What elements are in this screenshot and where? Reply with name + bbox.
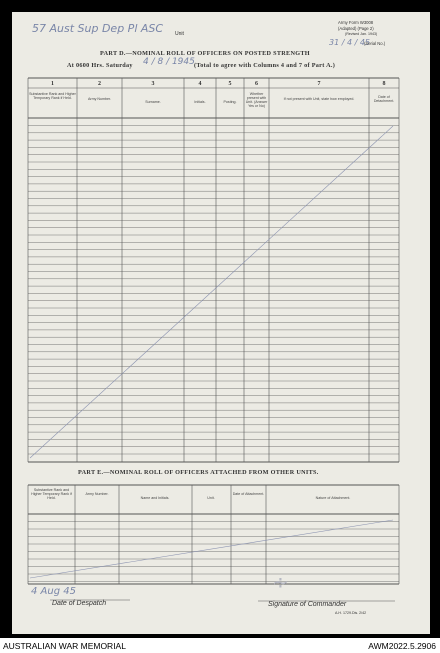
d-header-rank: Substantive Rank and Higher Temporary Rank if Held.	[29, 92, 76, 100]
col-number-2: 2	[98, 81, 101, 87]
signature-scrawl: ∻	[272, 570, 289, 594]
part-e-title: PART E.—NOMINAL ROLL OF OFFICERS ATTACHED FROM OTHER UNITS.	[78, 469, 319, 476]
d-header-posting: Posting.	[223, 100, 237, 104]
e-header-name: Name and Initials.	[140, 496, 170, 500]
unit-label: Unit	[175, 31, 184, 37]
d-header-detachment: Date of Detachment.	[373, 95, 395, 103]
part-d-title: PART D.—NOMINAL ROLL OF OFFICERS ON POSTED STRENGTH	[100, 50, 310, 57]
col-number-4: 4	[198, 81, 202, 87]
serial-handwritten: 31 / 4 / 45	[329, 38, 371, 47]
form-line-2: (Adapted) (Page 2)	[338, 26, 374, 31]
col-number-3: 3	[151, 81, 155, 87]
d-header-initials: Initials.	[194, 100, 206, 104]
form-line-1: Army Form W3008	[338, 20, 374, 25]
print-code: A.H. 1729.Dis. 2/42	[335, 611, 367, 615]
credit-right: AWM2022.5.2906	[368, 641, 436, 651]
cancel-strike-part-d	[30, 126, 393, 458]
col-number-5: 5	[228, 81, 232, 87]
part-d-date-suffix: (Total to agree with Columns 4 and 7 of Part A.)	[194, 62, 336, 69]
col-number-8: 8	[382, 81, 386, 87]
d-header-army-number: Army Number.	[88, 97, 111, 101]
e-header-army-number: Army Number.	[85, 492, 109, 496]
credit-left: AUSTRALIAN WAR MEMORIAL	[3, 641, 126, 651]
e-header-nature: Nature of Attachment.	[315, 496, 351, 500]
despatch-label: Date of Despatch	[52, 600, 107, 607]
col-number-7: 7	[317, 81, 321, 87]
cancel-strike-part-e	[30, 520, 393, 578]
d-header-employed: If not present with Unit, state how employed.	[283, 97, 355, 101]
col-number-6: 6	[255, 81, 258, 87]
archive-credit-bar	[0, 638, 440, 653]
part-d-date-handwritten: 4 / 8 / 1945	[143, 57, 195, 67]
part-d-date-prefix: At 0600 Hrs. Saturday	[67, 62, 133, 69]
e-header-rank: Substantive Rank and Higher Temporary Rank if Held.	[31, 488, 72, 500]
serial-label: (Serial No.)	[364, 41, 386, 46]
despatch-handwritten: 4 Aug 45	[31, 586, 76, 597]
form-line-3: (Revised Jan. 1943)	[345, 32, 378, 36]
e-header-attachment-date: Date of Attachment.	[232, 492, 265, 496]
d-header-surname: Surname.	[145, 100, 161, 104]
unit-handwritten: 57 Aust Sup Dep Pl ASC	[32, 22, 164, 35]
d-header-present: Whether present with Unit. (Answer Yes or No)	[245, 92, 268, 108]
signature-label: Signature of Commander	[268, 601, 347, 608]
col-number-1: 1	[51, 81, 54, 87]
e-header-unit: Unit.	[207, 496, 215, 500]
